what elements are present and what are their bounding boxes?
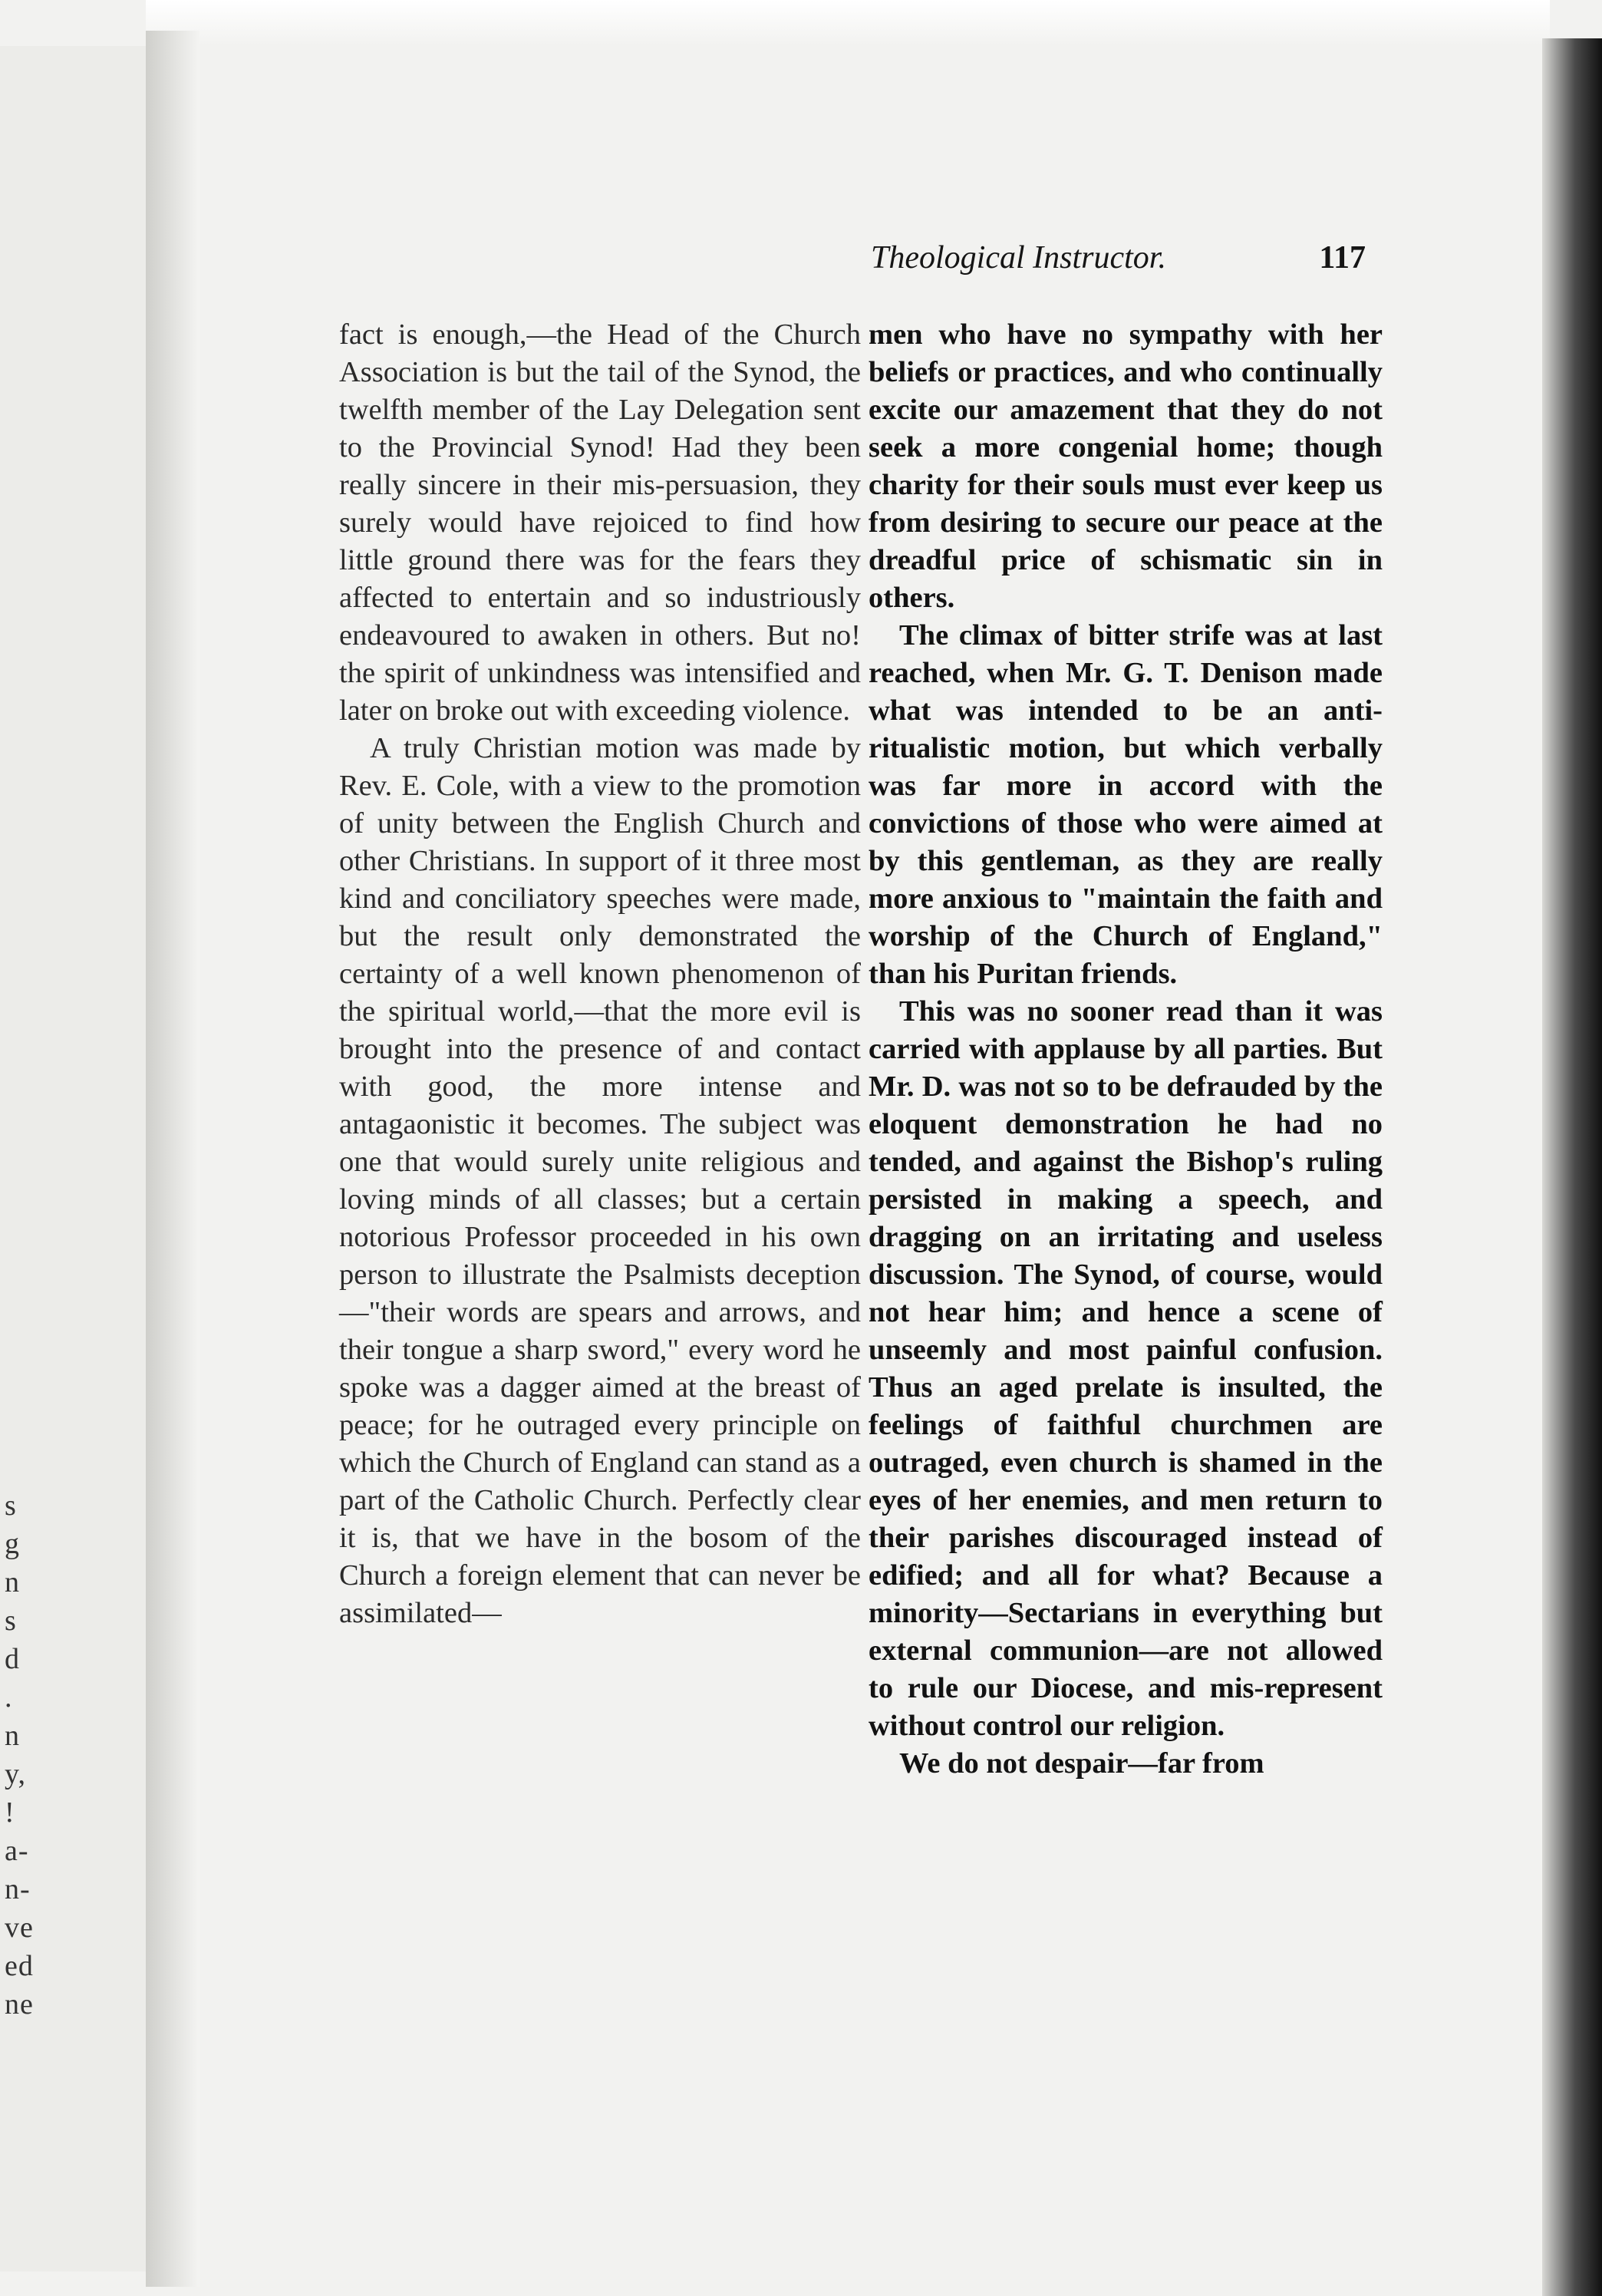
paragraph: The climax of bitter strife was at last reached, when Mr. G. T. Denison made what was intended to be an anti-ritualistic motion, but which verbally was far more in accord with the convictions of those who were aimed at by this gentleman, as they are really more anxious to "maintain the faith and worship of the Church of England," than his Puritan friends. [869, 619, 1383, 990]
page-header [199, 239, 1366, 293]
margin-fragment: ! [5, 1796, 15, 1829]
margin-fragment: g [5, 1528, 20, 1560]
margin-fragment: ed [5, 1950, 34, 1982]
facing-page-edge [0, 46, 150, 2271]
paragraph: men who have no sympathy with her beliefs or practices, and who continually excite our amazement that they do not seek a more congenial home; though charity for their souls must ever keep us from desiring to secure our peace at the dreadful price of schismatic sin in others. [869, 318, 1383, 614]
text-column-left [339, 316, 861, 1632]
page-number: 117 [1319, 240, 1366, 275]
margin-fragment: s [5, 1489, 17, 1522]
margin-fragment: a- [5, 1835, 29, 1867]
book-page [199, 46, 1542, 2271]
margin-fragment: s [5, 1605, 17, 1637]
margin-fragment: . [5, 1681, 13, 1714]
top-margin [146, 0, 1550, 46]
margin-fragment: n- [5, 1873, 31, 1905]
margin-fragment: ne [5, 1988, 34, 2021]
page-edge-shadow [1542, 38, 1602, 2296]
margin-fragment: d [5, 1643, 20, 1675]
paragraph: fact is enough,—the Head of the Church Association is but the tail of the Synod, the twelfth member of the Lay Delegation sent to the Provincial Synod! Had they been really sincere in their mis-persuasion, they surely would have rejoiced to find how little ground there was for the fears they affected to entertain and so industriously endeavoured to awaken in others. But no! the spirit of unkindness was intensified and later on broke out with exceeding violence. [339, 318, 861, 727]
paragraph: A truly Christian motion was made by Rev. E. Cole, with a view to the promotion of unity between the English Church and other Christians. In support of it three most kind and conciliatory speeches were made, but the result only demonstrated the certainty of a well known phenomenon of the spiritual world,—that the more evil is brought into the presence of and contact with good, the more intense and antagaonistic it becomes. The subject was one that would surely unite religious and loving minds of all classes; but a certain notorious Professor proceeded in his own person to illustrate the Psalmists deception—"their words are spears and arrows, and their tongue a sharp sword," every word he spoke was a dagger aimed at the breast of peace; for he outraged every principle on which the Church of England can stand as a part of the Catholic Church. Perfectly clear it is, that we have in the bosom of the Church a foreign element that can never be assimilated— [339, 732, 861, 1629]
text-column-right [869, 316, 1383, 1783]
margin-fragment: ve [5, 1912, 34, 1944]
book-gutter [146, 31, 199, 2287]
running-title: Theological Instructor. [871, 240, 1166, 275]
paragraph: This was no sooner read than it was carried with applause by all parties. But Mr. D. was not so to be defrauded by the eloquent demonstration he had no tended, and against the Bishop's ruling persisted in making a speech, and dragging on an irritating and useless discussion. The Synod, of course, would not hear him; and hence a scene of unseemly and most painful confusion. Thus an aged prelate is insulted, the feelings of faithful churchmen are outraged, even church is shamed in the eyes of her enemies, and men return to their parishes discouraged instead of edified; and all for what? Because a minority—Sectarians in everything but external communion—are not allowed to rule our Diocese, and mis-represent without control our religion. [869, 995, 1383, 1742]
margin-fragment: n [5, 1720, 20, 1752]
margin-fragment: y, [5, 1758, 27, 1790]
margin-fragment: n [5, 1566, 20, 1598]
paragraph: We do not despair—far from [899, 1747, 1264, 1780]
